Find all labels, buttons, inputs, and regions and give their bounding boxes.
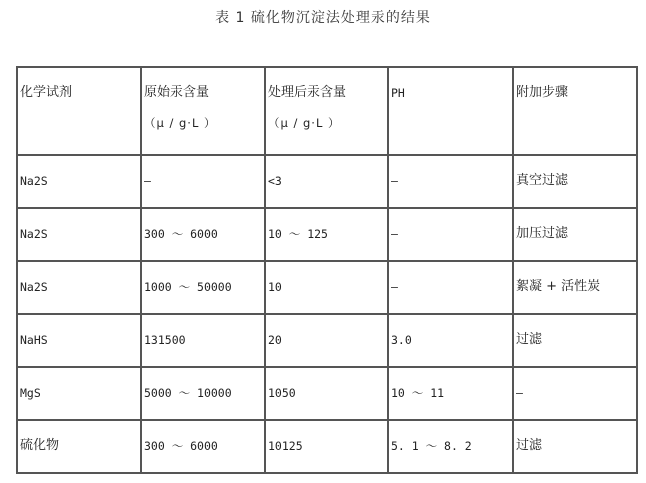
table-row	[17, 261, 637, 314]
table-row	[17, 367, 637, 420]
table-cell: 10	[265, 261, 388, 314]
table-row	[17, 155, 637, 208]
header-cell-reagent	[17, 67, 141, 155]
table-cell: 1050	[265, 367, 388, 420]
table-cell: MgS	[17, 367, 141, 420]
table-cell: 3.0	[388, 314, 513, 367]
header-label: 处理后汞含量	[268, 85, 347, 100]
header-cell-additional-steps	[513, 67, 637, 155]
table-cell: Na2S	[17, 208, 141, 261]
table-cell: –	[513, 367, 637, 420]
table-cell: 硫化物	[17, 420, 141, 473]
table-cell: Na2S	[17, 155, 141, 208]
table-cell: NaHS	[17, 314, 141, 367]
header-label: PH	[391, 86, 405, 100]
table-cell: 300 ～ 6000	[141, 208, 265, 261]
header-cell-ph	[388, 67, 513, 155]
header-label: 化学试剂	[20, 85, 73, 100]
table-caption: 表 1 硫化物沉淀法处理汞的结果	[215, 10, 431, 26]
table-cell: 20	[265, 314, 388, 367]
table-row	[17, 420, 637, 473]
header-cell-treated-mercury	[265, 67, 388, 155]
header-cell-original-mercury	[141, 67, 265, 155]
table-row	[17, 208, 637, 261]
table-cell: 131500	[141, 314, 265, 367]
table-cell: 10 ～ 125	[265, 208, 388, 261]
table-cell: –	[388, 261, 513, 314]
table-cell: –	[388, 155, 513, 208]
table-cell: 真空过滤	[513, 155, 637, 208]
table-cell: 加压过滤	[513, 208, 637, 261]
table-header-row	[17, 67, 637, 155]
table-cell: 5000 ～ 10000	[141, 367, 265, 420]
results-table	[16, 66, 638, 474]
header-label: 附加步骤	[516, 85, 569, 100]
table-cell: 300 ～ 6000	[141, 420, 265, 473]
table-cell: 絮凝 + 活性炭	[513, 261, 637, 314]
header-unit: （μ / g·L ）	[268, 116, 341, 130]
table-cell: –	[141, 155, 265, 208]
table-row	[17, 314, 637, 367]
table-cell: 5. 1 ～ 8. 2	[388, 420, 513, 473]
header-label: 原始汞含量	[144, 85, 210, 100]
header-unit: （μ / g·L ）	[144, 116, 217, 130]
table-cell: –	[388, 208, 513, 261]
table-cell: 过滤	[513, 420, 637, 473]
table-cell: 10125	[265, 420, 388, 473]
table-cell: <3	[265, 155, 388, 208]
table-cell: Na2S	[17, 261, 141, 314]
table-cell: 过滤	[513, 314, 637, 367]
table-cell: 1000 ～ 50000	[141, 261, 265, 314]
table-cell: 10 ～ 11	[388, 367, 513, 420]
